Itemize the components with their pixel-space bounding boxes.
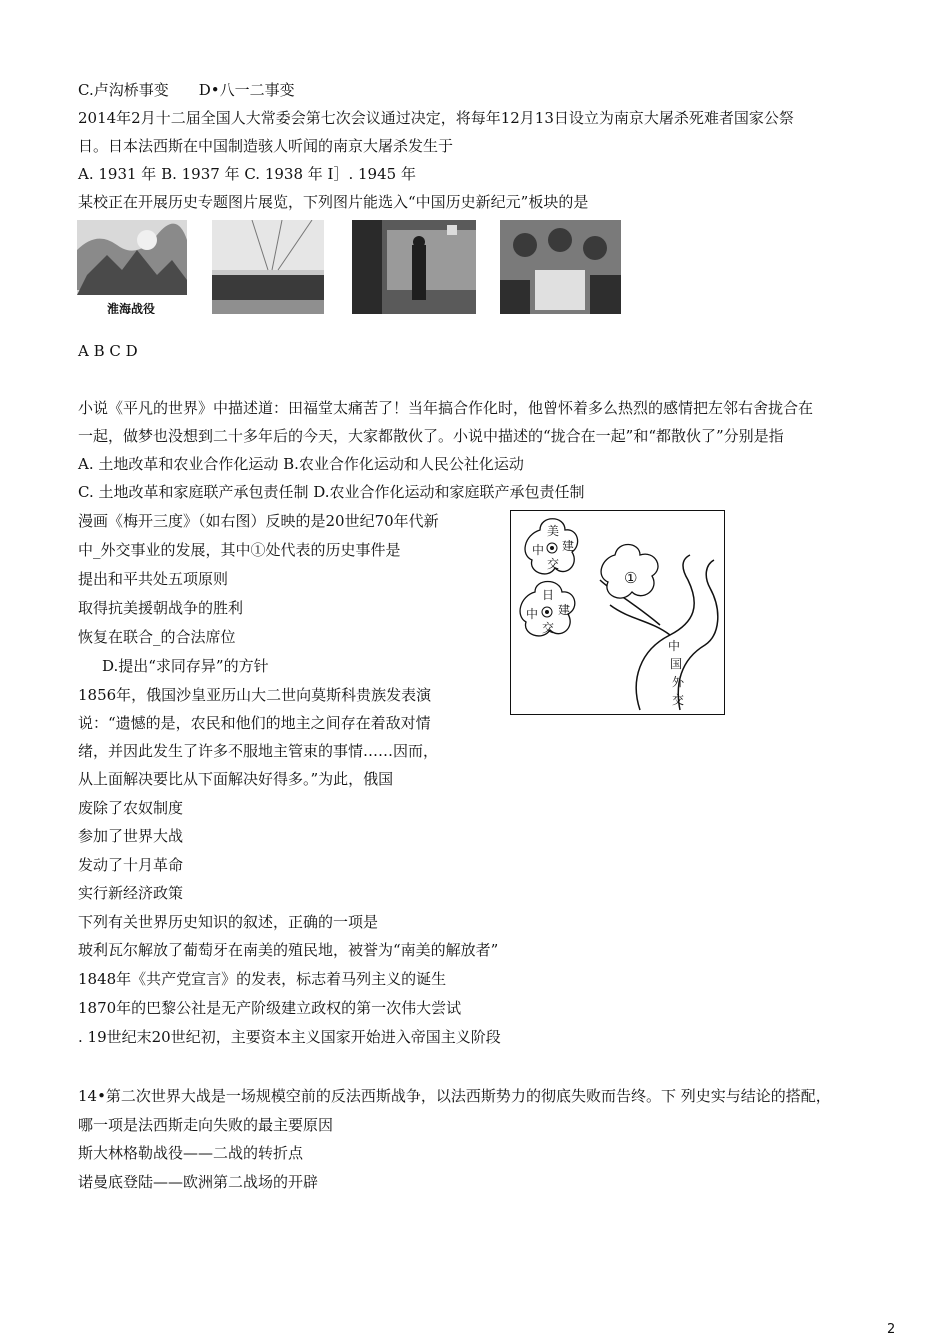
flower-top-char-3: 中 [532, 543, 545, 557]
world-option-b: 1848年《共产党宣言》的发表，标志着马列主义的诞生 [78, 970, 447, 988]
question-photo-exhibit: 某校正在开展历史专题图片展览，下列图片能选入“中国历史新纪元”板块的是 [78, 193, 589, 211]
question-nanjing-line1: 2014年2月十二届全国人大常委会第七次会议通过决定，将每年12月13日设立为南京大屠杀死难者国家公祭 [78, 109, 794, 127]
cartoon-option-b: 取得抗美援朝战争的胜利 [78, 599, 244, 617]
question-ww2-line1: 14•第二次世界大战是一场规模空前的反法西斯战争，以法西斯势力的彻底失败而告终。下 列史实与结论的搭配， [78, 1087, 831, 1105]
world-option-c: 1870年的巴黎公社是无产阶级建立政权的第一次伟大尝试 [78, 999, 462, 1017]
question-cartoon-line1: 漫画《梅开三度》（如右图）反映的是20世纪70年代新 [78, 512, 439, 530]
question-novel-options-cd: C. 土地改革和家庭联产承包责任制 D.农业合作化运动和家庭联产承包责任制 [78, 483, 585, 501]
russia-option-b: 参加了世界大战 [78, 827, 184, 845]
ww2-option-b: 诺曼底登陆——欧洲第二战场的开辟 [78, 1173, 319, 1191]
photo-a-huaihai-battle [77, 220, 187, 314]
question-ww2-line2: 哪一项是法西斯走向失败的最主要原因 [78, 1116, 334, 1134]
branch-char-3: 外 [672, 675, 685, 689]
world-option-d: . 19世纪末20世纪初，主要资本主义国家开始进入帝国主义阶段 [78, 1028, 501, 1046]
branch-char-2: 国 [670, 657, 683, 671]
cartoon-option-d: D.提出“求同存异”的方针 [102, 657, 269, 675]
question-novel-line1: 小说《平凡的世界》中描述道：田福堂太痛苦了！当年搞合作化时，他曾怀着多么热烈的感情把左邻右舍拢合在 [78, 399, 814, 417]
question-russia-line2: 说：“遗憾的是，农民和他们的地主之间存在着敌对情 [78, 714, 431, 732]
cartoon-option-c: 恢复在联合_的合法席位 [78, 628, 236, 646]
question-nanjing-options: A. 1931 年 B. 1937 年 C. 1938 年 I］. 1945 年 [78, 165, 416, 183]
photo-d [500, 220, 621, 314]
page-number: 2 [887, 1322, 896, 1337]
branch-char-1: 中 [668, 639, 681, 653]
question-russia-line1: 1856年，俄国沙皇亚历山大二世向莫斯科贵族发表演 [78, 686, 432, 704]
question-world-history: 下列有关世界历史知识的叙述，正确的一项是 [78, 913, 379, 931]
photo-b [212, 220, 324, 314]
flower-bottom-char-2: 建 [558, 603, 571, 617]
photo-c [352, 220, 476, 314]
cartoon-plum-blossom [510, 510, 725, 715]
photo-caption: 淮海战役 [107, 302, 156, 314]
question-novel-line2: 一起，做梦也没想到二十多年后的今天，大家都散伙了。小说中描述的“拢合在一起”和“都散伙了”分别是指 [78, 427, 784, 445]
flower-top-char-2: 建 [562, 539, 575, 553]
world-option-a: 玻利瓦尔解放了葡萄牙在南美的殖民地，被誉为“南美的解放者” [78, 941, 499, 959]
question-russia-line4: 从上面解决要比从下面解决好得多。”为此，俄国 [78, 770, 394, 788]
flower-bottom-char-3: 中 [526, 607, 539, 621]
flower-bottom-char-4: 交 [542, 621, 555, 635]
flower-top-char-4: 交 [547, 557, 560, 571]
branch-char-4: 交 [672, 693, 685, 707]
ww2-option-a: 斯大林格勒战役——二战的转折点 [78, 1144, 304, 1162]
option-line-c-d: C.卢沟桥事变 D•八一二事变 [78, 81, 295, 99]
russia-option-a: 废除了农奴制度 [78, 799, 184, 817]
question-nanjing-line2: 日。日本法西斯在中国制造骇人听闻的南京大屠杀发生于 [78, 137, 454, 155]
photo-options: A B C D [78, 342, 138, 360]
question-novel-options-ab: A. 土地改革和农业合作化运动 B.农业合作化运动和人民公社化运动 [78, 455, 524, 473]
question-cartoon-line2: 中_外交事业的发展，其中①处代表的历史事件是 [78, 541, 401, 559]
cartoon-option-a: 提出和平共处五项原则 [78, 570, 229, 588]
russia-option-d: 实行新经济政策 [78, 884, 184, 902]
question-russia-line3: 绪，并因此发生了许多不服地主管束的事情……因而， [78, 742, 439, 760]
flower-middle-label: ① [624, 569, 638, 587]
flower-top-char-1: 美 [547, 524, 560, 538]
russia-option-c: 发动了十月革命 [78, 856, 184, 874]
flower-bottom-char-1: 日 [542, 588, 555, 602]
